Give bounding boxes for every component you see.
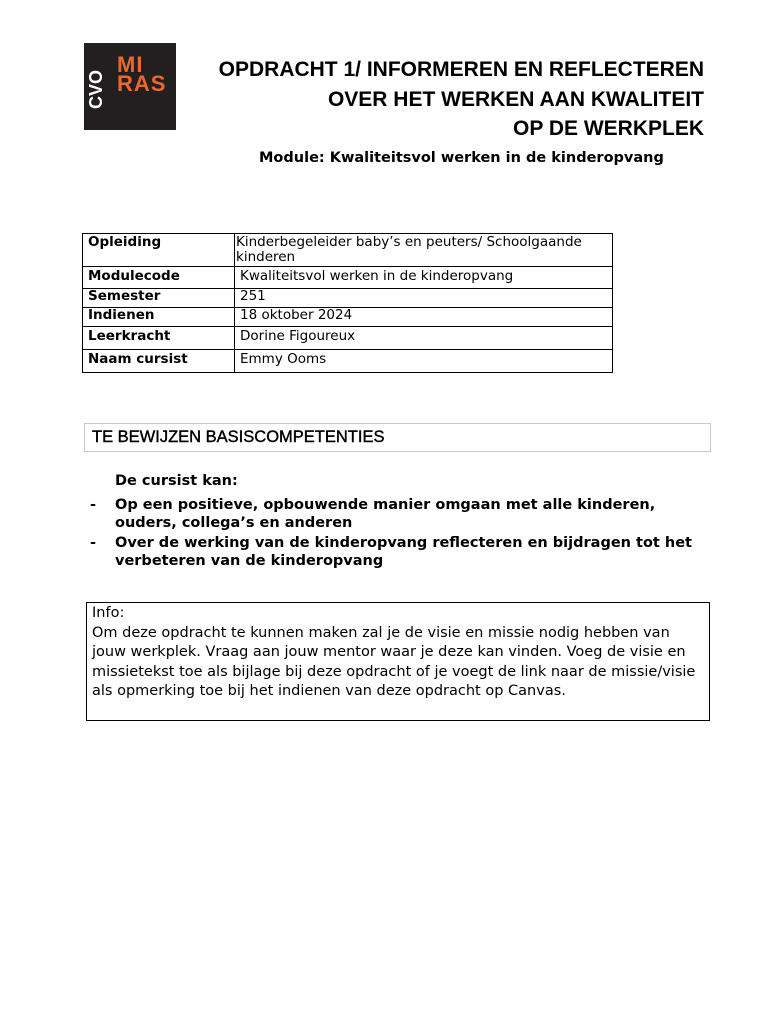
assignment-info-table [82, 233, 613, 373]
row-label: Modulecode [83, 267, 235, 289]
list-bullet: - [90, 497, 97, 513]
row-value: Kwaliteitsvol werken in de kinderopvang [235, 267, 613, 289]
competencies-heading-box [84, 423, 711, 452]
list-item [90, 535, 710, 570]
list-item-text: Over de werking van de kinderopvang reflecteren en bijdragen tot het verbeteren van de kinderopvang [115, 535, 692, 569]
logo-vertical-text: CVO [86, 69, 106, 109]
row-value: 18 oktober 2024 [235, 308, 613, 327]
row-value: 251 [235, 289, 613, 308]
row-value: Dorine Figoureux [235, 327, 613, 350]
info-text: Om deze opdracht te kunnen maken zal je de visie en missie nodig hebben van jouw werkplek. Vraag aan jouw mentor waar je deze kan vinden. Voeg de visie en missietekst toe als bijlage bij deze opdracht of je voegt de link naar de missie/visie als opmerking toe bij het indienen van deze opdracht op Canvas. [92, 624, 696, 700]
row-value: Kinderbegeleider baby’s en peuters/ Schoolgaande kinderen [235, 234, 613, 267]
row-label: Leerkracht [83, 327, 235, 350]
table-row [83, 267, 613, 289]
module-subtitle: Module: Kwaliteitsvol werken in de kinderopvang [259, 150, 664, 166]
table-row [83, 350, 613, 373]
title-line-2: OVER HET WERKEN AAN KWALITEIT [327, 87, 704, 111]
cvo-miras-logo [84, 43, 176, 130]
competencies-list [90, 497, 710, 573]
table-row [83, 308, 613, 327]
table-row [83, 289, 613, 308]
table-row [83, 327, 613, 350]
row-label: Indienen [83, 308, 235, 327]
list-bullet: - [90, 535, 97, 551]
row-label: Opleiding [83, 234, 235, 267]
list-item-text: Op een positieve, opbouwende manier omgaan met alle kinderen, ouders, collega’s en anderen [115, 497, 656, 531]
logo-line-1: MI [117, 52, 144, 77]
row-label: Naam cursist [83, 350, 235, 373]
title-line-1: OPDRACHT 1/ INFORMEREN EN REFLECTEREN [218, 58, 704, 81]
document-title [219, 55, 704, 144]
logo-line-2: RAS [117, 71, 167, 96]
table-row [83, 234, 613, 267]
row-value: Emmy Ooms [235, 350, 613, 373]
competencies-lead: De cursist kan: [115, 473, 238, 489]
list-item [90, 497, 710, 532]
info-box [86, 602, 710, 721]
title-line-3: OP DE WERKPLEK [513, 117, 704, 140]
info-label: Info: [92, 605, 125, 621]
row-label: Semester [83, 289, 235, 308]
competencies-heading: TE BEWIJZEN BASISCOMPETENTIES [92, 428, 385, 446]
